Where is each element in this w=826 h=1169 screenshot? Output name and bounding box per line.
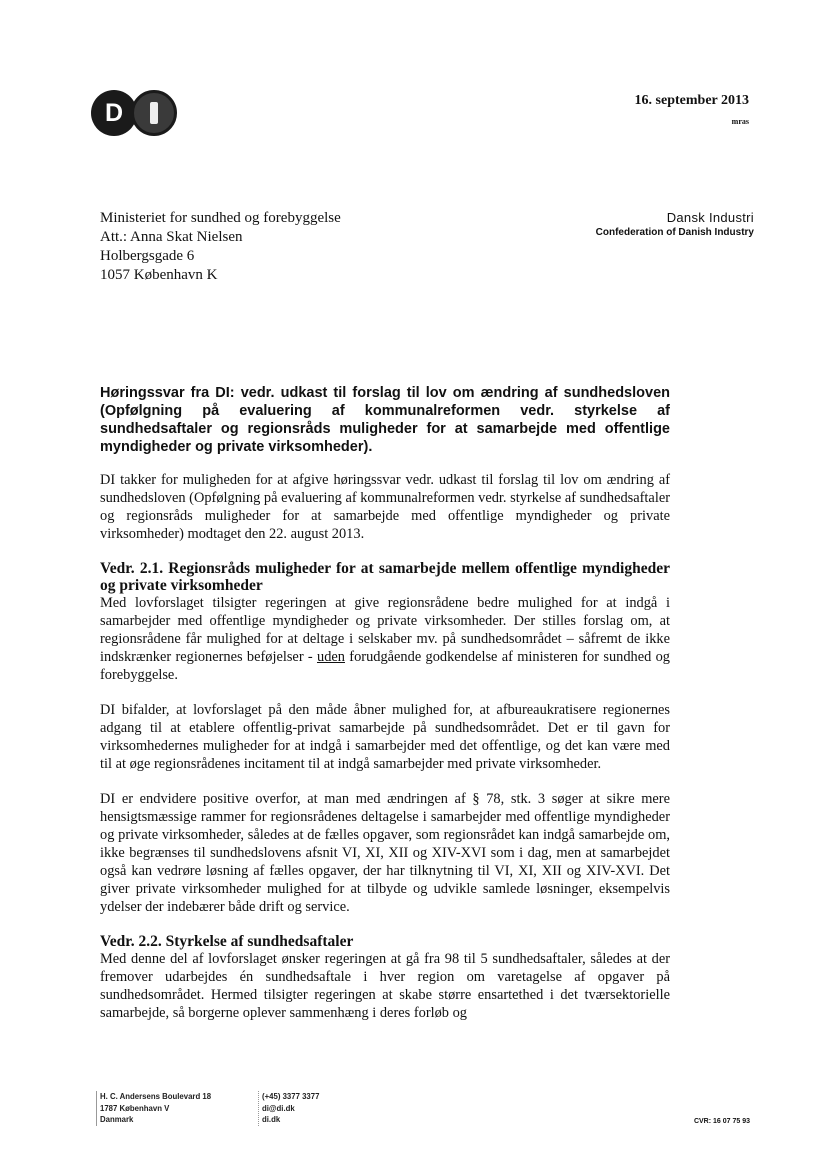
footer-website: di.dk	[262, 1115, 281, 1124]
company-subtitle: Confederation of Danish Industry	[595, 227, 754, 238]
section-1-paragraph-2: DI bifalder, at lovforslaget på den måde åbner mulighed for, at afbureaukratisere regionernes adgang til at etablere offentlig-privat samarbejde på sundhedsområdet. Det er til gavn for virksomhedernes muligheder for at indgå i samarbejder med det offentlige, og det kan være med til at øge regionsrådenes incitament til at indgå samarbejder med private virksomheder.	[100, 702, 670, 772]
section-2-paragraph-1: Med denne del af lovforslaget ønsker regeringen at gå fra 98 til 5 sundhedsaftaler, således at der fremover udarbejdes én sundhedsaftale i hver region om varetagelse af opgaver på sundhedsområdet. Hermed tilsigter regeringen at skabe større ensartethed i det tværsektorielle samarbejde, så borgerne oplever sammenhæng i deres forløb og	[100, 951, 670, 1021]
paragraph-text: Med lovforslaget tilsigter regeringen at give regionsrådene bedre mulighed for at indgå i samarbejder med offentlige myndigheder og private virksomheder. Der stilles forslag om, at regionsrådene får mulighed for at deltage i selskaber mv. på sundhedsområdet – såfremt de ikke indskrænker regionernes beføjelser -	[100, 595, 670, 665]
section-2-title: Vedr. 2.2. Styrkelse af sundhedsaftaler	[100, 933, 354, 950]
footer-address	[96, 1091, 211, 1126]
recipient-line: 1057 København K	[100, 267, 218, 283]
section-1-paragraph-3: DI er endvidere positive overfor, at man med ændringen af § 78, stk. 3 søger at sikre mere hensigtsmæssige rammer for regionsrådenes deltagelse i samarbejder med offentlige myndigheder og private virksomheder, således at de fælles opgaver, som regionsrådet kan indgå samarbejde om, ikke begrænses til sundhedslovens afsnit VI, XI, XII og XIV-XVI som i dag, men at samarbejdet også kan vedrøre løsning af fælles opgaver, der har tilknytning til VI, XI, XII og XIV-XVI. Det giver private virksomheder mulighed for at tilbyde og udvikle samlede løsninger, eksempelvis ydelser der indebærer både drift og service.	[100, 791, 670, 915]
recipient-address	[100, 209, 341, 285]
footer-contact	[258, 1091, 319, 1126]
footer-address-line: 1787 København V	[100, 1103, 170, 1113]
recipient-line: Holbergsgade 6	[100, 248, 195, 264]
di-logo	[91, 90, 177, 136]
paragraph-text: forudgående godkendelse af ministeren for sundhed og forebyggelse.	[100, 649, 670, 683]
footer-phone: (+45) 3377 3377	[262, 1092, 320, 1101]
logo-letter-i	[131, 90, 177, 136]
letter-date: 16. september 2013	[634, 93, 749, 108]
logo-i-bar	[150, 102, 158, 124]
logo-letter-d: D	[91, 90, 137, 136]
section-1-paragraph-1	[100, 594, 670, 684]
company-name: Dansk Industri	[666, 210, 754, 225]
footer-address-line: Danmark	[100, 1115, 134, 1124]
recipient-line: Att.: Anna Skat Nielsen	[100, 229, 243, 245]
footer-cvr: CVR: 16 07 75 93	[693, 1118, 750, 1125]
document-heading: Høringssvar fra DI: vedr. udkast til forslag til lov om ændring af sundhedsloven (Opfølgning på evaluering af kommunalreformen vedr. styrkelse af sundhedsaftaler og regionsråds muligheder for at samarbejde med offentlige myndigheder og private virksomheder).	[100, 385, 670, 455]
company-block	[596, 210, 754, 238]
author-initials: mras	[731, 117, 749, 126]
letter-body	[100, 384, 670, 1039]
footer-email: di@di.dk	[262, 1103, 295, 1113]
intro-paragraph: DI takker for muligheden for at afgive høringssvar vedr. udkast til forslag til lov om ændring af sundhedsloven (Opfølgning på evaluering af kommunalreformen vedr. styrkelse af sundhedsaftaler og regionsråds muligheder for at samarbejde med offentlige myndigheder og private virksomheder) modtaget den 22. august 2013.	[100, 472, 670, 542]
underlined-word: uden	[317, 649, 345, 665]
recipient-line: Ministeriet for sundhed og forebyggelse	[100, 210, 341, 226]
footer-address-line: H. C. Andersens Boulevard 18	[100, 1092, 212, 1101]
section-1-title: Vedr. 2.1. Regionsråds muligheder for at samarbejde mellem offentlige myndigheder og private virksomheder	[100, 560, 670, 594]
